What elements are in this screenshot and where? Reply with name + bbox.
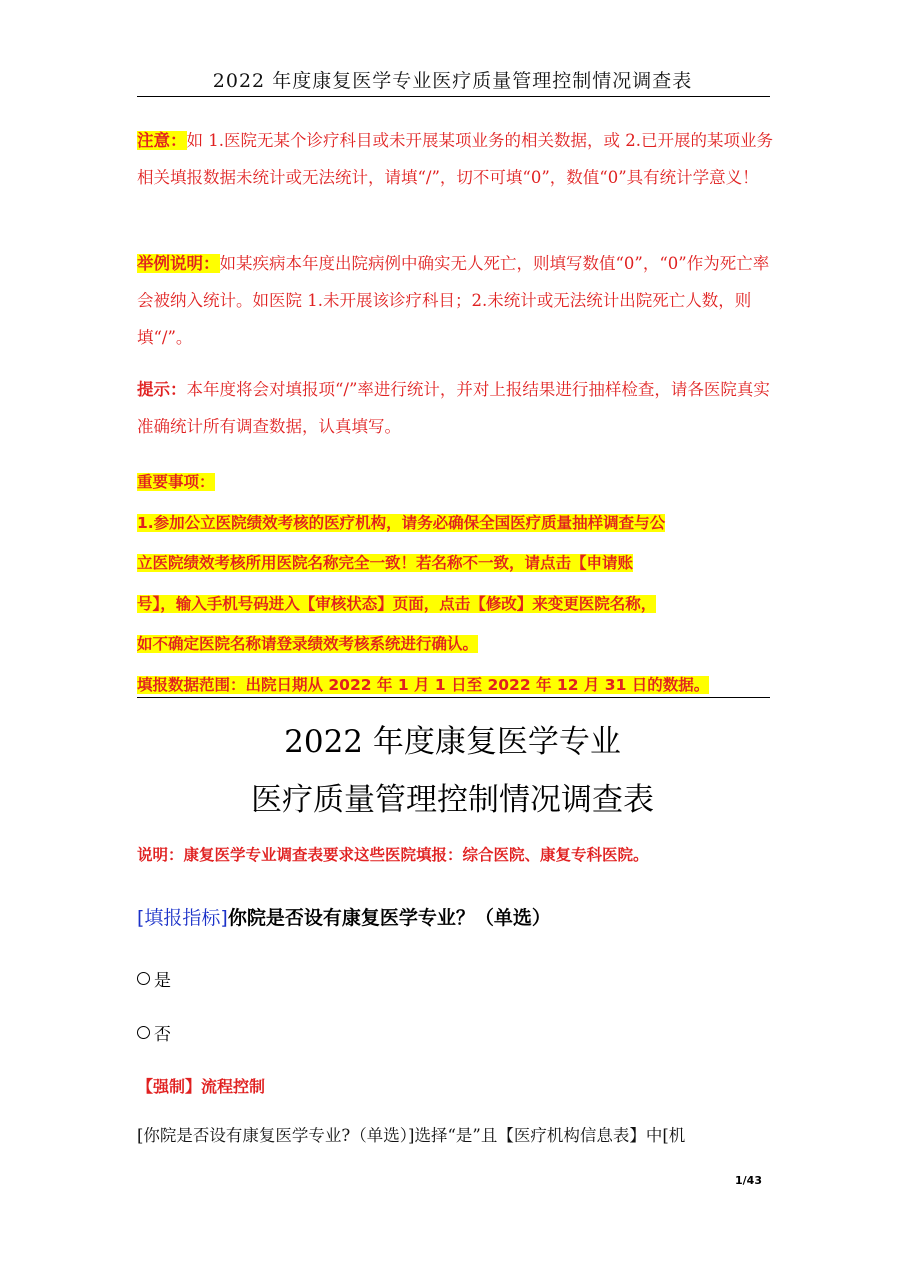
option-no-label: 否 — [154, 1025, 171, 1045]
important-line-3: 号】，输入手机号码进入【审核状态】页面，点击【修改】来变更医院名称， — [137, 594, 657, 613]
radio-no-icon[interactable] — [137, 1026, 150, 1039]
page-header-title: 2022 年度康复医学专业医疗质量管理控制情况调查表 — [212, 70, 693, 92]
question-heading — [137, 903, 551, 930]
tip-label: 提示： — [137, 380, 187, 399]
flow-control-text: [你院是否设有康复医学专业?（单选）]选择“是”且【医疗机构信息表】中[机 — [137, 1126, 686, 1145]
survey-description: 说明：康复医学专业调查表要求这些医院填报：综合医院、康复专科医院。 — [137, 846, 649, 864]
notice-paragraph — [137, 122, 773, 196]
important-line-2: 立医院绩效考核所用医院名称完全一致！若名称不一致，请点击【申请账 — [137, 554, 634, 572]
main-title-line-1: 2022 年度康复医学专业 — [284, 724, 621, 760]
main-title-line-2: 医疗质量管理控制情况调查表 — [251, 782, 654, 818]
option-yes-label: 是 — [154, 971, 171, 991]
tip-paragraph — [137, 371, 773, 445]
important-heading: 重要事项： — [137, 473, 215, 491]
question-tag: [填报指标] — [137, 907, 228, 929]
notice-text: 如 1.医院无某个诊疗科目或未开展某项业务的相关数据，或 2.已开展的某项业务相关填报数据未统计或无法统计，请填“/”，切不可填“0”，数值“0”具有统计学意义！ — [137, 131, 773, 187]
important-section — [137, 462, 773, 705]
example-text: 如某疾病本年度出院病例中确实无人死亡，则填写数值“0”，“0”作为死亡率会被纳入统计。如医院 1.未开展该诊疗科目；2.未统计或无法统计出院死亡人数，则填“/”。 — [137, 254, 770, 347]
question-text: 你院是否设有康复医学专业？（单选） — [227, 907, 551, 929]
tip-text: 本年度将会对填报项“/”率进行统计，并对上报结果进行抽样检查，请各医院真实准确统计所有调查数据，认真填写。 — [137, 380, 770, 436]
example-label: 举例说明： — [137, 254, 220, 273]
notice-label: 注意： — [137, 131, 187, 150]
data-range-line: 填报数据范围：出院日期从 2022 年 1 月 1 日至 2022 年 12 月 31 日的数据。 — [137, 675, 710, 694]
option-yes[interactable] — [137, 966, 171, 991]
section-divider — [137, 697, 770, 698]
page-number: 1/43 — [735, 1174, 762, 1187]
important-line-1: 1.参加公立医院绩效考核的医疗机构，请务必确保全国医疗质量抽样调查与公 — [137, 513, 666, 532]
header-rule — [137, 96, 770, 97]
radio-yes-icon[interactable] — [137, 972, 150, 985]
example-paragraph — [137, 245, 773, 356]
important-line-4: 如不确定医院名称请登录绩效考核系统进行确认。 — [137, 635, 479, 653]
option-no[interactable] — [137, 1020, 171, 1045]
flow-control-label: 【强制】流程控制 — [137, 1077, 266, 1096]
